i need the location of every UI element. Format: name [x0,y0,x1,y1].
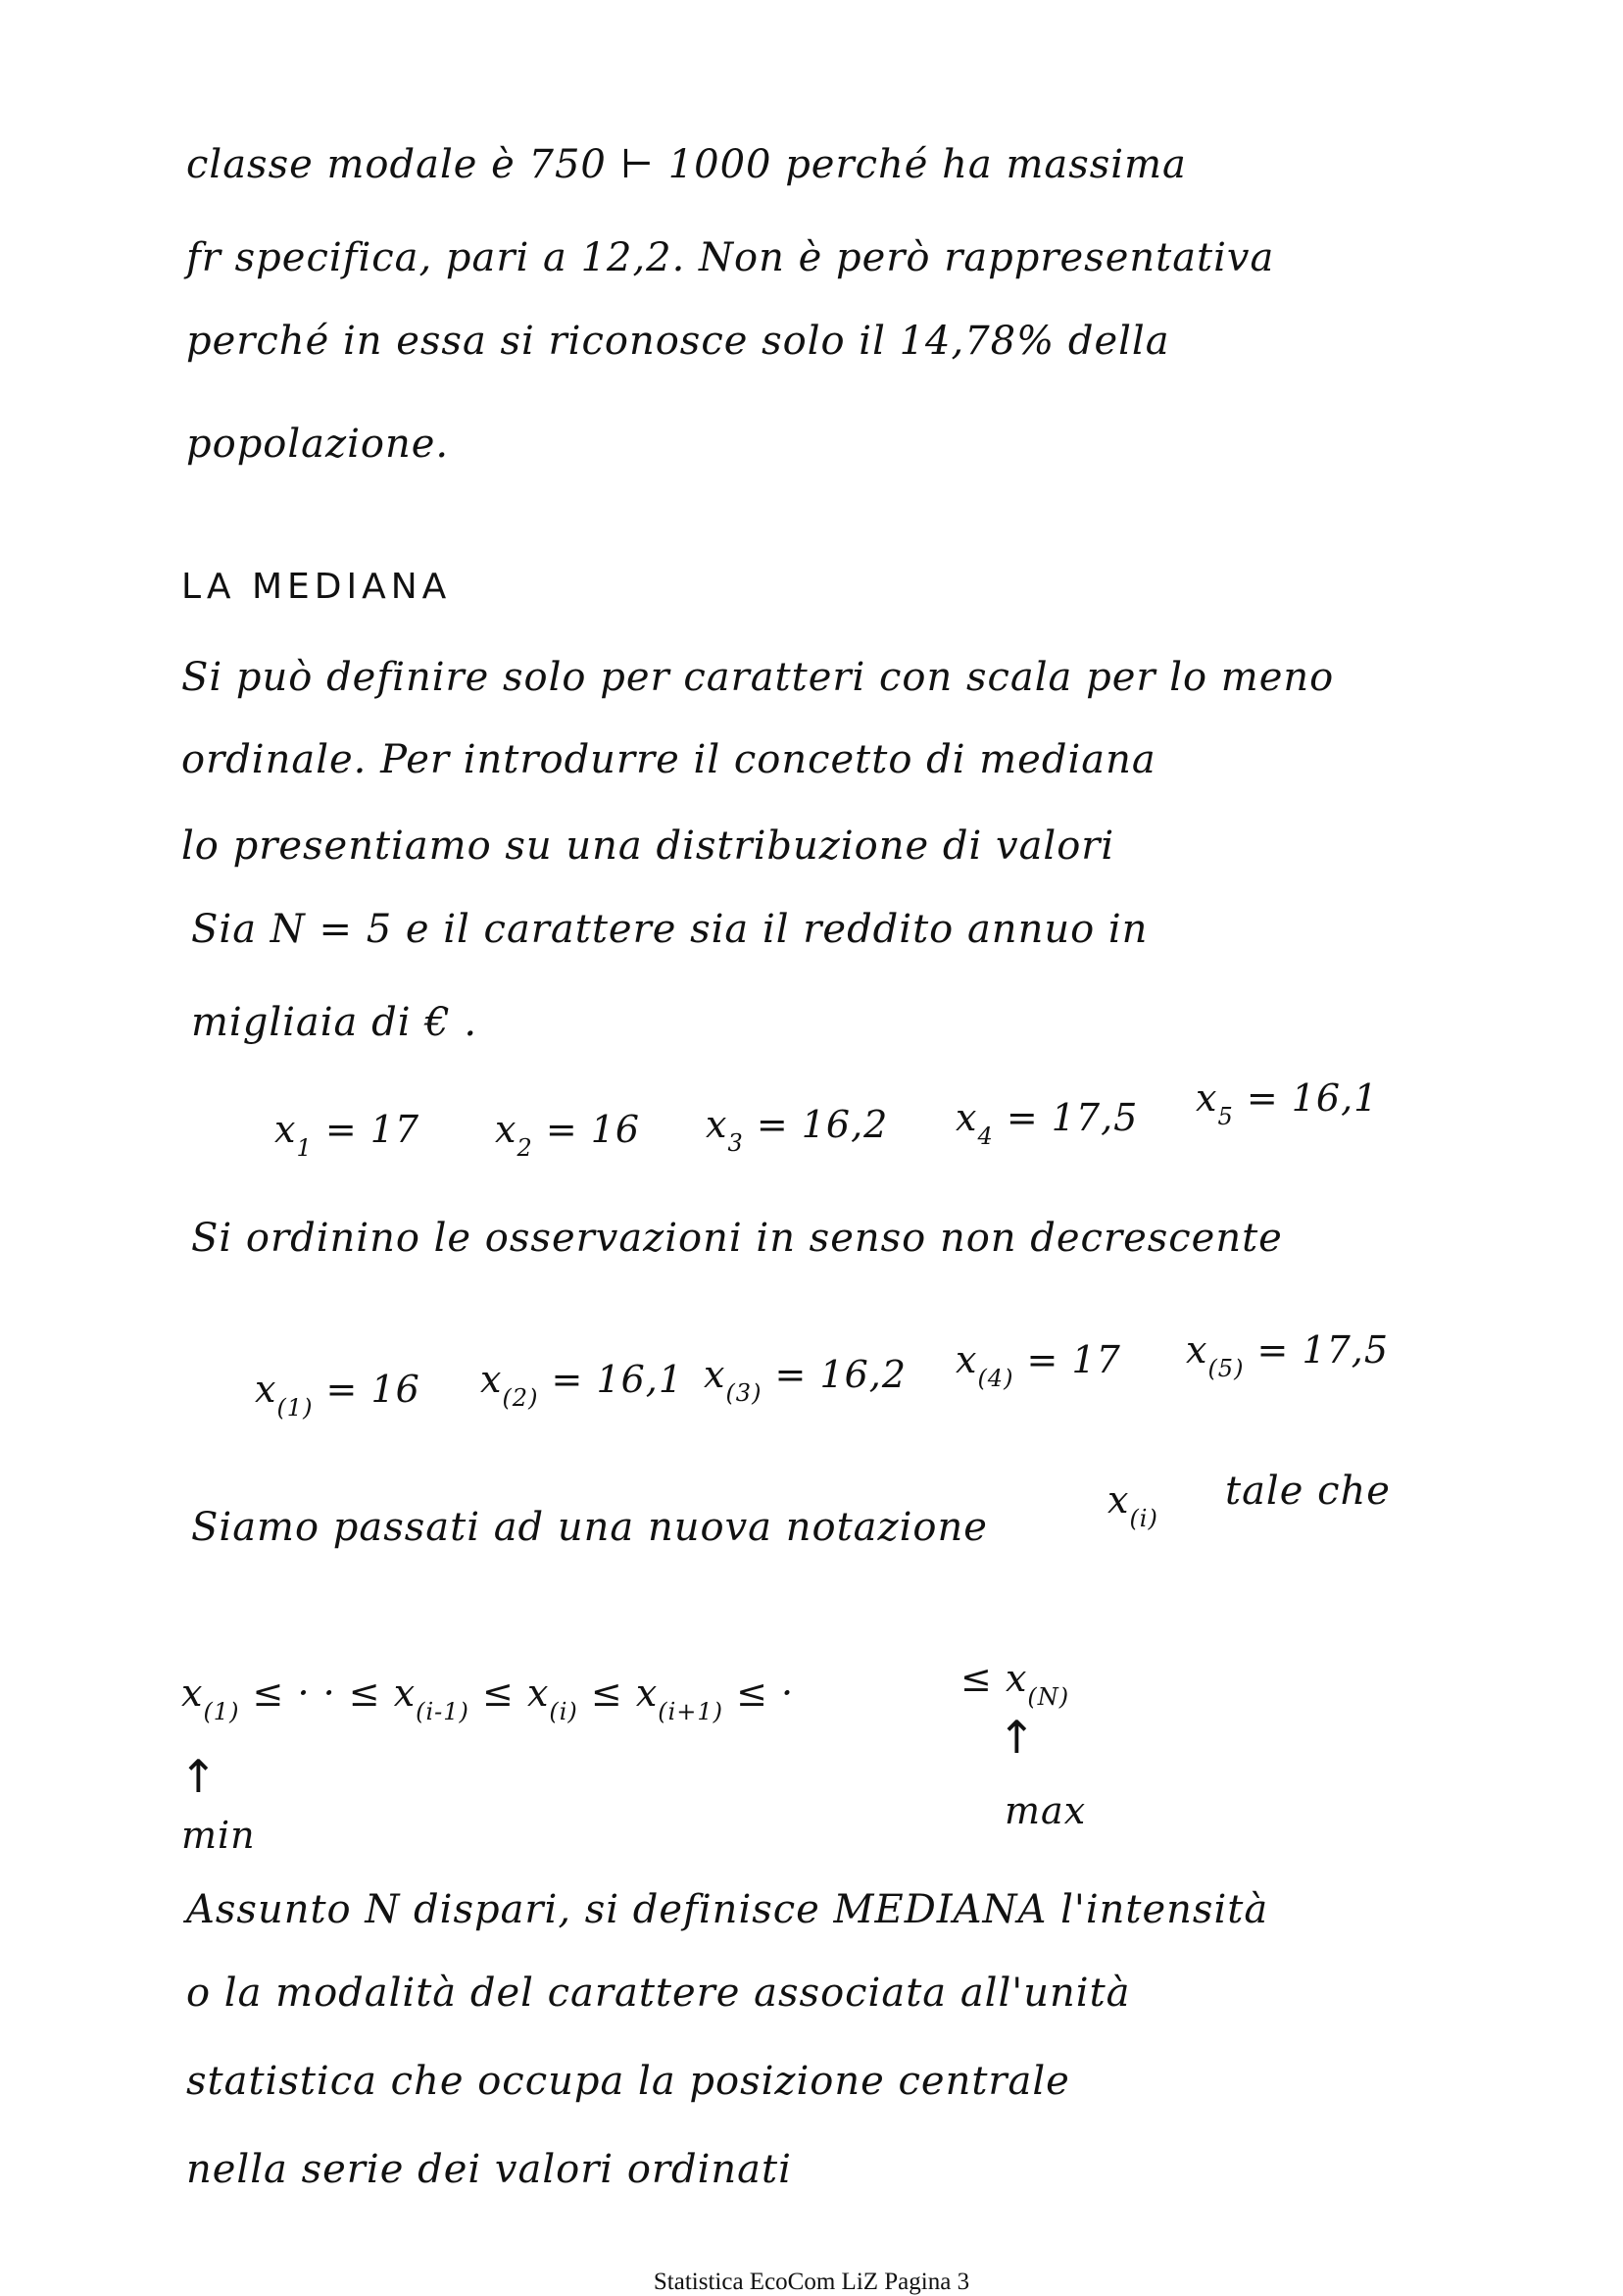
ordered-observation-2: $x_{(2)} = 16,1$ [480,1358,684,1412]
page-footer: Statistica EcoCom LiZ Pagina 3 [653,2269,970,2295]
text-line-9: migliaia di € . [191,1000,478,1045]
max-label: max [1005,1789,1087,1832]
observation-1: $x_1 = 17$ [274,1108,420,1162]
text-line-11: Siamo passati ad una nuova notazione [191,1505,988,1550]
text-line-14: statistica che occupa la posizione centrale [186,2059,1070,2104]
text-line-6: ordinale. Per introdurre il concetto di mediana [181,737,1156,782]
observation-2: $x_2 = 16$ [495,1108,641,1162]
notation-symbol: $x_{(i)}$ [1107,1478,1158,1532]
ordered-observation-4: $x_{(4)} = 17$ [956,1338,1121,1392]
ordered-observation-5: $x_{(5)} = 17,5$ [1186,1328,1390,1382]
text-line-1: classe modale è 750 ⊢ 1000 perché ha massima [186,142,1187,187]
text-line-10: Si ordinino le osservazioni in senso non decrescente [191,1216,1283,1261]
text-line-4: popolazione. [186,422,450,467]
ordered-observation-3: $x_{(3)} = 16,2$ [704,1353,908,1407]
text-line-12: Assunto N dispari, si definisce MEDIANA l'intensità [186,1887,1269,1932]
ordered-observation-1: $x_{(1)} = 16$ [255,1368,420,1422]
text-line-11b: tale che [1225,1469,1391,1514]
text-line-15: nella serie dei valori ordinati [186,2147,792,2192]
text-line-2: fr specifica, pari a 12,2. Non è però rappresentativa [186,235,1275,280]
inequality-chain: $x_{(1)}$ ≤ · · ≤ $x_{(i-1)} \le x_{(i)} \le x_{(i+1)}$ ≤ · [181,1672,795,1725]
text-line-3: perché in essa si riconosce solo il 14,78% della [186,319,1170,364]
text-line-5: Si può definire solo per caratteri con scala per lo meno [181,655,1335,700]
observation-4: $x_4 = 17,5$ [956,1096,1139,1150]
max-arrow-icon: ↑ [998,1711,1036,1764]
inequality-end: ≤ $x_{(N)}$ [960,1657,1070,1711]
text-line-13: o la modalità del carattere associata all'unità [186,1971,1131,2016]
text-line-8: Sia N = 5 e il carattere sia il reddito annuo in [191,907,1149,952]
observation-3: $x_3 = 16,2$ [706,1103,889,1157]
min-label: min [181,1814,256,1857]
section-heading: LA MEDIANA [181,567,452,607]
min-arrow-icon: ↑ [179,1750,218,1803]
text-line-7: lo presentiamo su una distribuzione di valori [181,824,1115,869]
observation-5: $x_5 = 16,1$ [1196,1076,1379,1130]
